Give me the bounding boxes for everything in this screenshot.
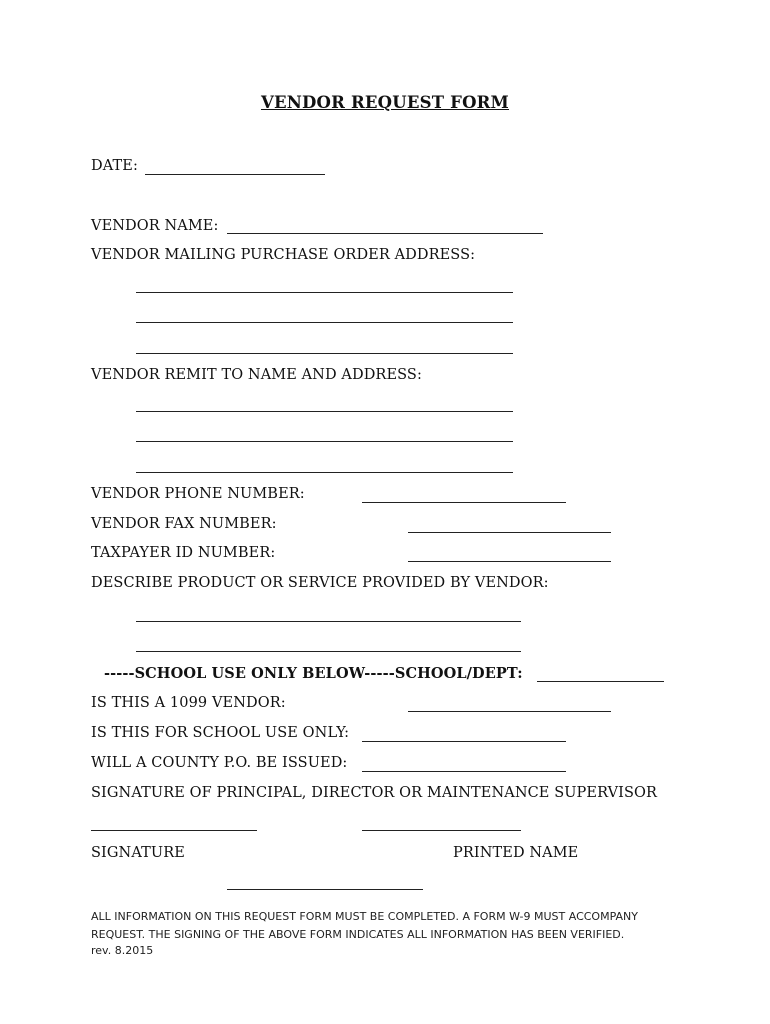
fax-field[interactable] [408,532,611,533]
remit-address-line-2[interactable] [136,441,513,442]
mailing-address-label: VENDOR MAILING PURCHASE ORDER ADDRESS: [91,247,476,263]
describe-label: DESCRIBE PRODUCT OR SERVICE PROVIDED BY VENDOR: [91,575,549,591]
printed-name-label: PRINTED NAME [453,845,579,861]
extra-signature-line[interactable] [227,889,423,890]
vendor-name-field[interactable] [227,233,543,234]
school-use-only-label: IS THIS FOR SCHOOL USE ONLY: [91,725,350,741]
signature-field[interactable] [91,830,257,831]
remit-address-label: VENDOR REMIT TO NAME AND ADDRESS: [91,367,422,383]
revision-label: rev. 8.2015 [91,944,154,957]
footer-notice-line-2: REQUEST. THE SIGNING OF THE ABOVE FORM INDICATES ALL INFORMATION HAS BEEN VERIFIED. [91,928,625,941]
printed-name-field[interactable] [362,830,521,831]
describe-line-2[interactable] [136,651,521,652]
remit-address-line-3[interactable] [136,472,513,473]
school-use-header: -----SCHOOL USE ONLY BELOW-----SCHOOL/DEPT: [104,665,523,682]
describe-line-1[interactable] [136,621,521,622]
county-po-label: WILL A COUNTY P.O. BE ISSUED: [91,755,348,771]
mailing-address-line-2[interactable] [136,322,513,323]
school-use-only-field[interactable] [362,741,566,742]
vendor-1099-field[interactable] [408,711,611,712]
signature-label: SIGNATURE [91,845,185,861]
form-title: VENDOR REQUEST FORM [260,93,510,112]
mailing-address-line-3[interactable] [136,353,513,354]
phone-label: VENDOR PHONE NUMBER: [91,486,305,502]
date-label: DATE: [91,158,138,174]
fax-label: VENDOR FAX NUMBER: [91,516,277,532]
county-po-field[interactable] [362,771,566,772]
vendor-name-label: VENDOR NAME: [91,218,219,234]
mailing-address-line-1[interactable] [136,292,513,293]
footer-notice-line-1: ALL INFORMATION ON THIS REQUEST FORM MUST BE COMPLETED. A FORM W-9 MUST ACCOMPANY [91,910,638,923]
signature-of-label: SIGNATURE OF PRINCIPAL, DIRECTOR OR MAINTENANCE SUPERVISOR [91,785,658,801]
vendor-1099-label: IS THIS A 1099 VENDOR: [91,695,286,711]
date-field[interactable] [145,174,325,175]
remit-address-line-1[interactable] [136,411,513,412]
school-dept-field[interactable] [537,681,664,682]
taxpayer-id-field[interactable] [408,561,611,562]
taxpayer-id-label: TAXPAYER ID NUMBER: [91,545,276,561]
phone-field[interactable] [362,502,566,503]
